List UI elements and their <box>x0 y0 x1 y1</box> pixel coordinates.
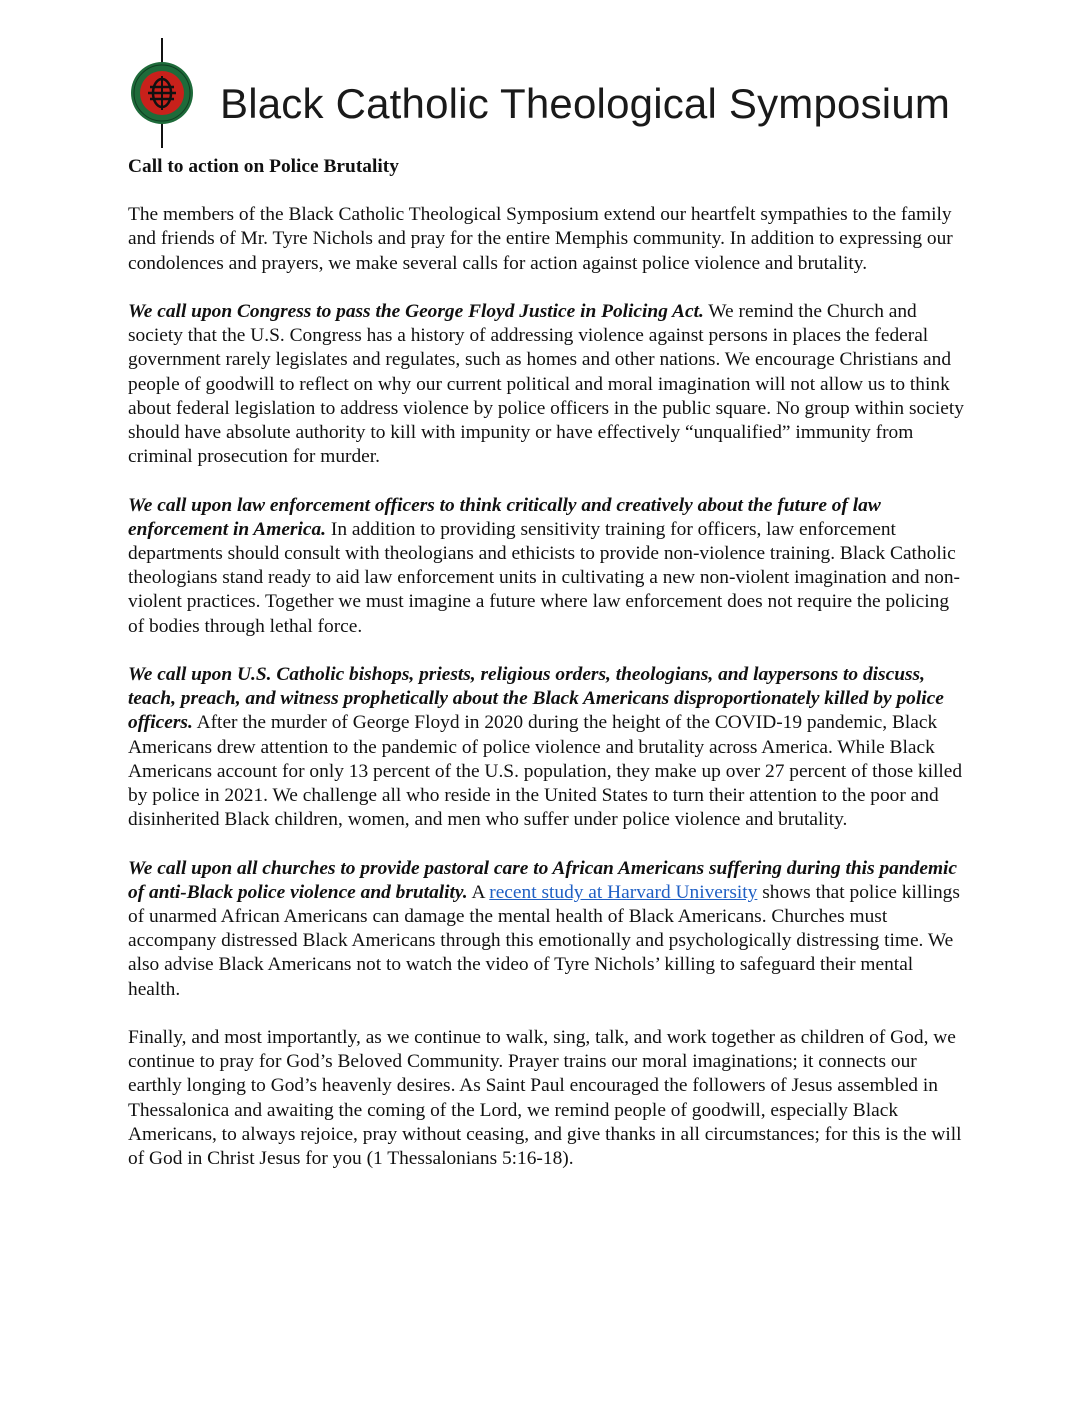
closing-paragraph: Finally, and most importantly, as we continue to walk, sing, talk, and work together as children of God, we continue to pray for God’s Beloved Community. Prayer trains our moral imaginations; it connects our earthly longing to God’s heavenly desires. As Saint Paul encouraged the followers of Jesus assembled in Thessalonica and awaiting the coming of the Lord, we remind people of goodwill, especially Black Americans, to always rejoice, pray without ceasing, and give thanks in all circumstances; for this is the will of God in Christ Jesus for you (1 Thessalonians 5:16-18). <box>128 1027 962 1170</box>
paragraph-lead: We call upon law enforcement officers to think critically and creatively about the future of law enforcement in America. <box>128 494 881 540</box>
paragraph-lead: We call upon U.S. Catholic bishops, priests, religious orders, theologians, and laypersons to discuss, teach, preach, and witness prophetically about the Black Americans disproportionately killed by police officers. <box>128 664 944 734</box>
law-enforcement-paragraph <box>128 494 968 639</box>
intro-paragraph: The members of the Black Catholic Theological Symposium extend our heartfelt sympathies to the family and friends of Mr. Tyre Nichols and pray for the entire Memphis community. In addition to expressing our condolences and prayers, we make several calls for action against police violence and brutality. <box>128 204 953 274</box>
harvard-study-link[interactable]: recent study at Harvard University <box>489 881 758 903</box>
letter-body <box>128 155 968 1195</box>
paragraph-lead: We call upon Congress to pass the George Floyd Justice in Policing Act. <box>128 301 704 322</box>
paragraph-body: After the murder of George Floyd in 2020 during the height of the COVID-19 pandemic, Black Americans drew attention to the pandemic of police violence and brutality across America. While Black Americans account for only 13 percent of the U.S. population, they make up over 27 percent of those killed by police in 2021. We challenge all who reside in the United States to turn their attention to the poor and disinherited Black children, women, and men who suffer under police violence and brutality. <box>128 712 963 831</box>
paragraph-body: We remind the Church and society that the U.S. Congress has a history of addressing violence against persons in places the federal government rarely legislates and regulates, such as homes and other nations. We encourage Christians and people of goodwill to reflect on why our current political and moral imagination will not allow us to think about federal legislation to address violence by police officers in the public square. No group within society should have absolute authority to kill with impunity or have effectively “unqualified” immunity from criminal prosecution for murder. <box>128 301 964 468</box>
church-leaders-paragraph <box>128 663 968 832</box>
paragraph-body-start: A <box>467 881 490 903</box>
paragraph-body-end: shows that police killings of unarmed African Americans can damage the mental health of Black Americans. Churches must accompany distressed Black Americans through this emotionally and psychologically distressing time. We also advise Black Americans not to watch the video of Tyre Nichols’ killing to safeguard their mental health. <box>128 881 960 1000</box>
pastoral-care-paragraph <box>128 857 968 1002</box>
document-title: Call to action on Police Brutality <box>128 156 399 177</box>
organization-name: Black Catholic Theological Symposium <box>220 80 951 127</box>
letterhead <box>126 38 966 148</box>
congress-paragraph <box>128 300 968 469</box>
paragraph-body: In addition to providing sensitivity training for officers, law enforcement departments should consult with theologians and ethicists to provide non-violence training. Black Catholic theologians stand ready to aid law enforcement units in cultivating a new non-violent imagination and non-violent practices. Together we must imagine a future where law enforcement does not require the policing of bodies through lethal force. <box>128 518 960 637</box>
paragraph-lead: We call upon all churches to provide pastoral care to African Americans suffering during this pandemic of anti-Black police violence and brutality. <box>128 857 958 903</box>
bcts-seal-icon <box>126 38 198 148</box>
